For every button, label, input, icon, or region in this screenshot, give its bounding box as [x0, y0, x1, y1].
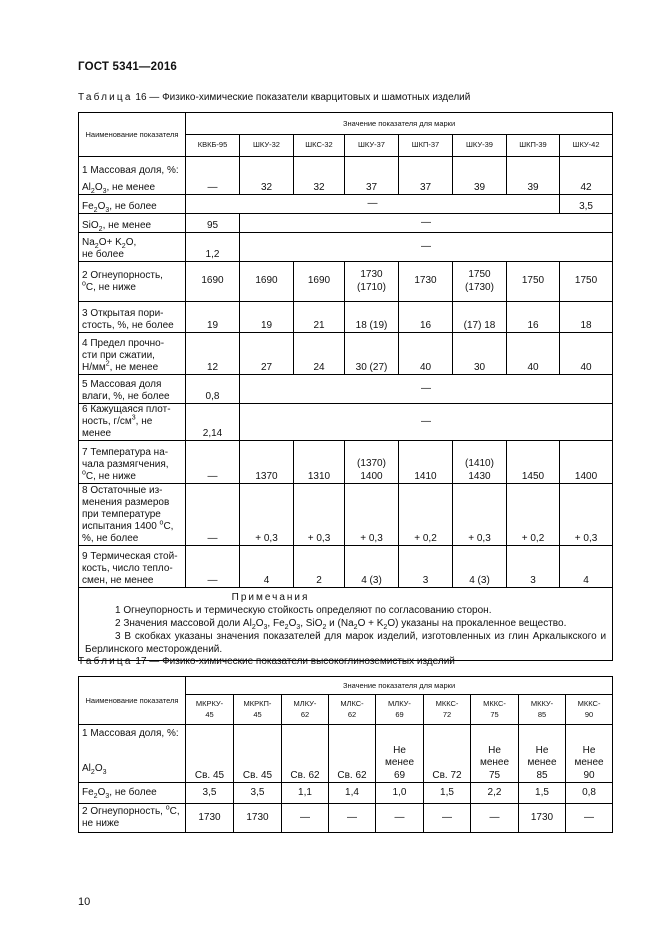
table-cell: 18 (19) [345, 302, 399, 333]
table17-brand: МККС- 72 [424, 695, 471, 725]
table-cell: 1,5 [519, 783, 566, 804]
note-1: 1 Огнеупорность и термическую стойкость определяют по согласованию сторон. [115, 605, 492, 616]
table-cell: — [282, 804, 329, 833]
table-row [79, 195, 613, 214]
table17-header-value: Значение показателя для марки [186, 677, 613, 695]
table-cell: + 0,3 [240, 484, 294, 546]
table-cell: 1,2 [186, 233, 240, 262]
row-label: 8 Остаточные из- менения размеров при температуре испытания 1400 $^о$С, %, не более [79, 484, 186, 546]
table-cell: 40 [560, 333, 613, 375]
row-label: $Fe_2O_3$, не более [79, 783, 186, 804]
row-label: 2 Огнеупорность, $^о$С, не ниже [79, 804, 186, 833]
table-cell: — [471, 804, 519, 833]
table-cell: + 0,3 [560, 484, 613, 546]
table-row [79, 783, 613, 804]
table-cell: 16 [399, 302, 453, 333]
table16-brand: ШКС-32 [294, 135, 345, 157]
table-cell: 1400 [560, 441, 613, 484]
table-cell: 0,8 [566, 783, 613, 804]
table-cell: 1730 [186, 804, 234, 833]
table-row [79, 262, 613, 302]
table-cell: + 0,3 [294, 484, 345, 546]
row-label: SiO$_2$, не менее [79, 214, 186, 233]
table-cell: + 0,2 [507, 484, 560, 546]
table-cell: 39 [507, 157, 560, 195]
table-cell: Не менее 75 [471, 725, 519, 783]
table16-brand: ШКУ-42 [560, 135, 613, 157]
table-cell: Св. 72 [424, 725, 471, 783]
notes-title: Примечания [231, 592, 310, 603]
table-cell: 1450 [507, 441, 560, 484]
table-cell: 3,5 [186, 783, 234, 804]
table-cell: 4 [240, 546, 294, 588]
table16-header-value: Значение показателя для марки [186, 113, 613, 135]
row-label: 5 Массовая доля влаги, %, не более [79, 375, 186, 404]
table-cell: — [240, 214, 613, 233]
table-cell: 1690 [186, 262, 240, 302]
table17-brand: МККС- 90 [566, 695, 613, 725]
row-label: $Na_2O+ K_2O$, не более [79, 233, 186, 262]
table-cell: 1,1 [282, 783, 329, 804]
table-cell: — [186, 195, 560, 214]
table-cell: — [186, 546, 240, 588]
table-row [79, 233, 613, 262]
table-cell: — [329, 804, 376, 833]
row-label: 7 Температура на- чала размягчения, $^о$С, не ниже [79, 441, 186, 484]
table17-brand: МККУ- 85 [519, 695, 566, 725]
row-label: 2 Огнеупорность, $^о$С, не ниже [79, 262, 186, 302]
table-cell: 1690 [240, 262, 294, 302]
table-cell: 1,0 [376, 783, 424, 804]
table-cell: (17) 18 [453, 302, 507, 333]
note-3: 3 В скобках указаны значения показателей для марок изделий, изготовленных из глин Аркалыкского и Берлинского месторождений. [85, 631, 607, 655]
table17-header-name: Наименование показателя [79, 677, 186, 725]
table-cell: — [376, 804, 424, 833]
table-cell: + 0,3 [453, 484, 507, 546]
table-cell: Св. 62 [282, 725, 329, 783]
table-cell: — [186, 441, 240, 484]
table-row [79, 546, 613, 588]
table-cell: 1730 [519, 804, 566, 833]
table17-brand: МКРКП- 45 [234, 695, 282, 725]
table-row [79, 441, 613, 484]
table-cell: 3,5 [560, 195, 613, 214]
row-label: 3 Открытая пори- стость, %, не более [79, 302, 186, 333]
table17-brand: МЛКУ- 62 [282, 695, 329, 725]
table-cell: 12 [186, 333, 240, 375]
table-row [79, 804, 613, 833]
table17-brand: МКРКУ- 45 [186, 695, 234, 725]
table-cell: 40 [399, 333, 453, 375]
table-cell: 1370 [240, 441, 294, 484]
table-cell: 1730 (1710) [345, 262, 399, 302]
row-label [79, 157, 186, 195]
table-cell: 32 [240, 157, 294, 195]
table-cell: Св. 62 [329, 725, 376, 783]
table-cell: — [424, 804, 471, 833]
table-cell: 30 (27) [345, 333, 399, 375]
table-cell: 95 [186, 214, 240, 233]
table16-brand: ШКП-37 [399, 135, 453, 157]
table-cell: (1410) 1430 [453, 441, 507, 484]
table17-caption-prefix: Таблица [78, 656, 133, 667]
table17-caption-number: 17 [135, 656, 147, 667]
table-cell: (1370) 1400 [345, 441, 399, 484]
table16-brand: ШКУ-32 [240, 135, 294, 157]
table-cell: 37 [399, 157, 453, 195]
row-label: 9 Термическая стой- кость, число тепло- смен, не менее [79, 546, 186, 588]
table-cell: 32 [294, 157, 345, 195]
row-label: 4 Предел прочно- сти при сжатии, $Н/мм^2$, не менее [79, 333, 186, 375]
table-cell: 16 [507, 302, 560, 333]
table-cell: 1750 [560, 262, 613, 302]
table-cell: 0,8 [186, 375, 240, 404]
row-label-line: 1 Массовая доля, %: [82, 165, 179, 176]
table17-caption-text: — Физико-химические показатели высокоглиноземистых изделий [149, 656, 455, 667]
table-cell: 27 [240, 333, 294, 375]
table16-caption-number: 16 [135, 92, 147, 103]
table16-brand: ШКП-39 [507, 135, 560, 157]
table-row [79, 214, 613, 233]
table-cell: — [240, 404, 613, 441]
table-row [79, 157, 613, 195]
table-cell: 2,2 [471, 783, 519, 804]
table16-brand: ШКУ-37 [345, 135, 399, 157]
table-cell: 3 [507, 546, 560, 588]
table-cell: 1730 [399, 262, 453, 302]
table-row [79, 484, 613, 546]
row-label: 6 Кажущаяся плот- ность, $г/см^3$, не менее [79, 404, 186, 441]
page-number: 10 [78, 896, 91, 908]
table-cell: 24 [294, 333, 345, 375]
table-cell: — [240, 375, 613, 404]
table17-brand: МЛКУ- 69 [376, 695, 424, 725]
table-cell: + 0,2 [399, 484, 453, 546]
table-cell: Не менее 69 [376, 725, 424, 783]
table17-brand: МЛКС- 62 [329, 695, 376, 725]
table17-brand: МККС- 75 [471, 695, 519, 725]
table-cell: 3 [399, 546, 453, 588]
table-row [79, 302, 613, 333]
note-2: 2 Значения массовой доли $Al_2O_3$, $Fe_2O_3$, SiO$_2$ и $(Na_2O + K_2O)$ указаны на прокаленное вещество. [115, 618, 567, 631]
table-cell: 39 [453, 157, 507, 195]
table16-caption [78, 92, 470, 103]
row-label: 1 Массовая доля, %: $Al_2O_3$ [79, 725, 186, 783]
table16 [78, 112, 613, 661]
table-cell: — [566, 804, 613, 833]
table-row [79, 404, 613, 441]
table17-caption [78, 656, 455, 667]
table-cell: 1,4 [329, 783, 376, 804]
table-cell: 42 [560, 157, 613, 195]
table16-caption-text: — Физико-химические показатели кварцитовых и шамотных изделий [149, 92, 471, 103]
table-cell: 30 [453, 333, 507, 375]
table-cell: 1410 [399, 441, 453, 484]
table-cell: 1690 [294, 262, 345, 302]
table-cell: 18 [560, 302, 613, 333]
table-cell: Св. 45 [234, 725, 282, 783]
table16-brand: КВКБ-95 [186, 135, 240, 157]
table16-notes-row [79, 588, 613, 661]
table-cell: — [186, 157, 240, 195]
table-cell: Св. 45 [186, 725, 234, 783]
table-cell: 1730 [234, 804, 282, 833]
table-cell: 19 [186, 302, 240, 333]
table16-caption-prefix: Таблица [78, 92, 133, 103]
table-cell: + 0,3 [345, 484, 399, 546]
table-cell: 2 [294, 546, 345, 588]
table-cell: 1750 [507, 262, 560, 302]
table-cell: 4 (3) [453, 546, 507, 588]
table16-brand: ШКУ-39 [453, 135, 507, 157]
table-cell: — [186, 484, 240, 546]
table-cell: 2,14 [186, 404, 240, 441]
table-cell: 19 [240, 302, 294, 333]
table-row [79, 333, 613, 375]
table-cell: 4 [560, 546, 613, 588]
table-cell: 4 (3) [345, 546, 399, 588]
table-cell: Не менее 90 [566, 725, 613, 783]
table-cell: 37 [345, 157, 399, 195]
table-row [79, 725, 613, 783]
table17 [78, 676, 613, 833]
table16-notes [79, 588, 613, 661]
table-row [79, 375, 613, 404]
standard-number: ГОСТ 5341—2016 [78, 61, 178, 73]
table-cell: 1,5 [424, 783, 471, 804]
table-cell: 21 [294, 302, 345, 333]
table-cell: 1310 [294, 441, 345, 484]
table-cell: — [240, 233, 613, 262]
table-cell: 40 [507, 333, 560, 375]
table-cell: 3,5 [234, 783, 282, 804]
row-label-line: $Al_2O_3$, не менее [82, 182, 156, 195]
table16-header-name: Наименование показателя [79, 113, 186, 157]
table-cell: 1750 (1730) [453, 262, 507, 302]
table-cell: Не менее 85 [519, 725, 566, 783]
row-label: $Fe_2O_3$, не более [79, 195, 186, 214]
